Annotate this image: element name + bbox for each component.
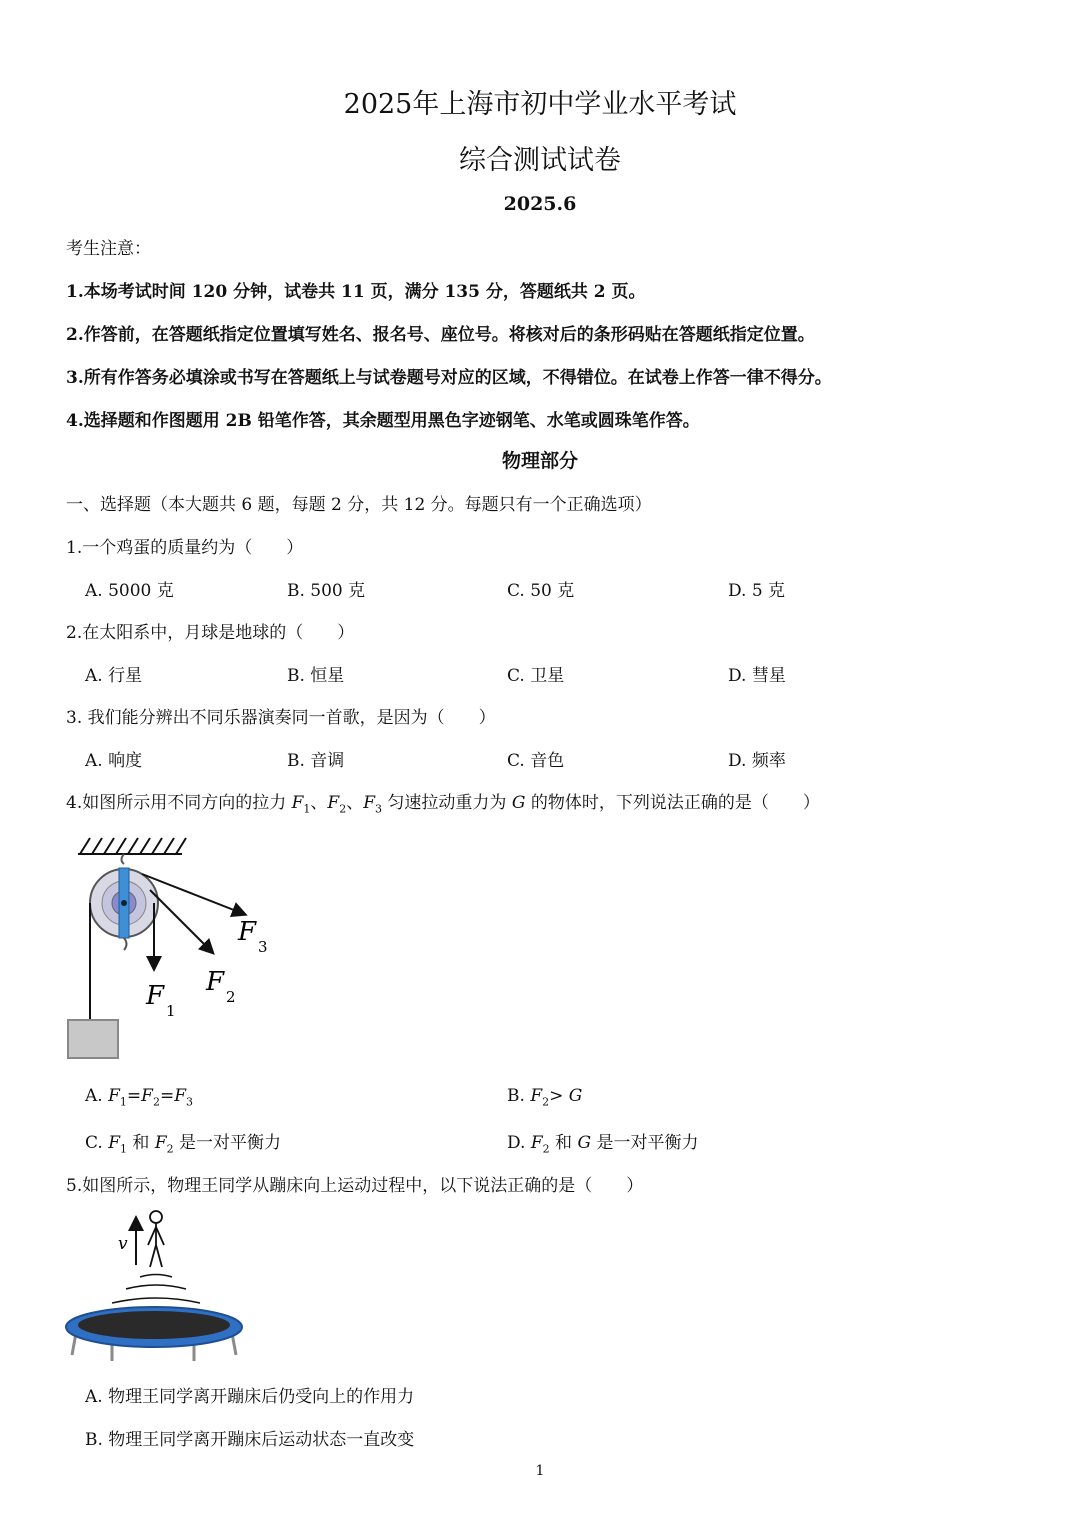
- question-4-option-b[interactable]: B. $F_2> G$: [507, 1086, 583, 1109]
- label-f1: F: [146, 981, 165, 1011]
- notice-heading: 考生注意：: [66, 239, 151, 259]
- exam-subtitle: 综合测试试卷: [459, 145, 621, 176]
- page-number: 1: [535, 1463, 545, 1479]
- question-4-option-a[interactable]: A. $F_1=F_2=F_3$: [85, 1086, 193, 1109]
- question-2-option-c[interactable]: C. 卫星: [507, 666, 565, 686]
- question-2-option-b[interactable]: B. 恒星: [287, 666, 345, 686]
- exam-title: 2025年上海市初中学业水平考试: [343, 89, 737, 120]
- question-4-option-d[interactable]: D. $F_2$ 和 G 是一对平衡力: [507, 1133, 699, 1156]
- question-4-stem: 4.如图所示用不同方向的拉力 $F_1$、$F_2$、$F_3$ 匀速拉动重力为 G 的物体时，下列说法正确的是（ ）: [66, 793, 820, 816]
- trampoline-figure: [62, 1205, 252, 1365]
- velocity-label: v: [118, 1234, 128, 1254]
- notice-item: 4.选择题和作图题用 2B 铅笔作答，其余题型用黑色字迹钢笔、水笔或圆珠笔作答。: [66, 411, 700, 431]
- notice-item: 2.作答前，在答题纸指定位置填写姓名、报名号、座位号。将核对后的条形码贴在答题纸指定位置。: [66, 325, 815, 345]
- question-5-option-a[interactable]: A. 物理王同学离开蹦床后仍受向上的作用力: [85, 1387, 415, 1407]
- question-1-option-b[interactable]: B. 500 克: [287, 581, 366, 601]
- exam-date: 2025.6: [503, 193, 577, 215]
- label-f2: F: [206, 967, 225, 997]
- question-5-stem: 5.如图所示，物理王同学从蹦床向上运动过程中，以下说法正确的是（ ）: [66, 1176, 644, 1196]
- ceiling-hatch: [80, 838, 186, 854]
- label-f1-sub: 1: [166, 1002, 176, 1020]
- trampoline-mat: [78, 1311, 230, 1339]
- question-4-option-c[interactable]: C. $F_1$ 和 $F_2$ 是一对平衡力: [85, 1133, 282, 1156]
- motion-line: [140, 1275, 172, 1278]
- notice-item: 3.所有作答务必填涂或书写在答题纸上与试卷题号对应的区域，不得错位。在试卷上作答一律不得分。: [66, 368, 832, 388]
- question-1-option-a[interactable]: A. 5000 克: [85, 581, 174, 601]
- question-3-option-a[interactable]: A. 响度: [85, 751, 143, 771]
- notice-item: 1.本场考试时间 120 分钟，试卷共 11 页，满分 135 分，答题纸共 2 页。: [66, 282, 646, 302]
- motion-line: [126, 1285, 186, 1289]
- student-figure: [148, 1211, 164, 1267]
- question-1-option-d[interactable]: D. 5 克: [728, 581, 786, 601]
- label-f3: F: [238, 917, 257, 947]
- pulley-figure: [62, 828, 292, 1064]
- question-2-option-d[interactable]: D. 彗星: [728, 666, 786, 686]
- label-f3-sub: 3: [258, 938, 268, 956]
- label-f2-sub: 2: [226, 988, 236, 1006]
- force-f2-arrow: [150, 890, 212, 952]
- motion-line: [112, 1298, 200, 1303]
- question-3-option-c[interactable]: C. 音色: [507, 751, 565, 771]
- question-3-option-d[interactable]: D. 频率: [728, 751, 786, 771]
- question-3-option-b[interactable]: B. 音调: [287, 751, 345, 771]
- question-2-stem: 2.在太阳系中，月球是地球的（ ）: [66, 623, 355, 643]
- question-1-stem: 1.一个鸡蛋的质量约为（ ）: [66, 538, 304, 558]
- question-1-option-c[interactable]: C. 50 克: [507, 581, 575, 601]
- question-2-option-a[interactable]: A. 行星: [85, 666, 143, 686]
- section-title: 物理部分: [501, 450, 578, 472]
- weight-block: [68, 1020, 118, 1058]
- question-5-option-b[interactable]: B. 物理王同学离开蹦床后运动状态一直改变: [85, 1430, 415, 1450]
- part-heading: 一、选择题（本大题共 6 题，每题 2 分，共 12 分。每题只有一个正确选项）: [66, 495, 652, 515]
- question-3-stem: 3. 我们能分辨出不同乐器演奏同一首歌，是因为（ ）: [66, 708, 496, 728]
